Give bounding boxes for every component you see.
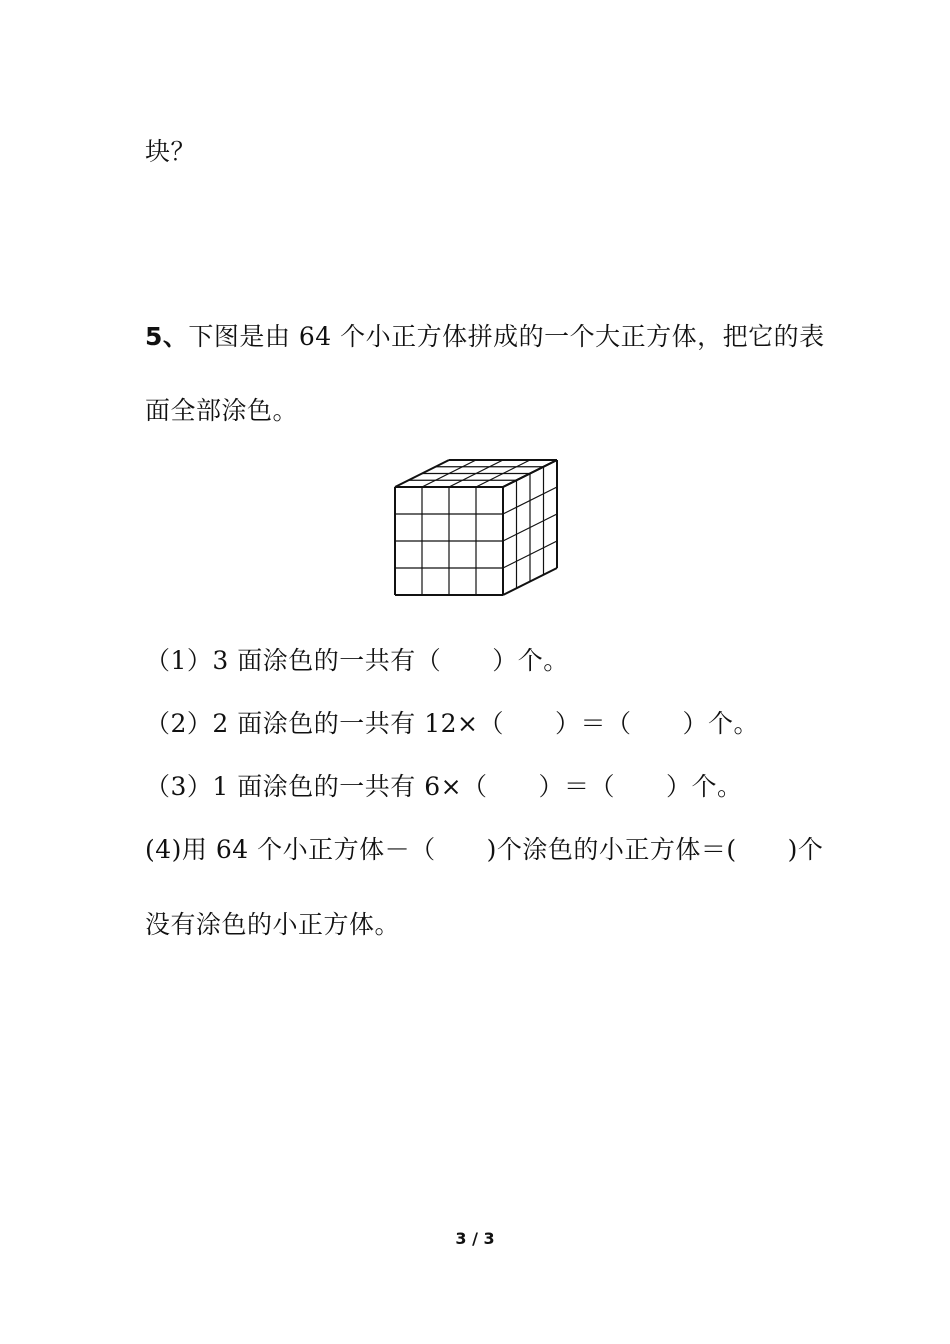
question-5-number: 5、: [145, 322, 189, 351]
subquestion-1: （1）3 面涂色的一共有（ ）个。: [145, 646, 569, 675]
page-number: 3 / 3: [455, 1229, 495, 1248]
subquestion-4-line-2: 没有涂色的小正方体。: [145, 910, 401, 939]
question-5-text-1: 下图是由 64 个小正方体拼成的一个大正方体，把它的表: [188, 322, 825, 351]
previous-question-tail: 块？: [145, 137, 197, 166]
question-5-line-1: [145, 322, 825, 352]
question-5-line-2: 面全部涂色。: [145, 396, 299, 425]
subquestion-2: （2）2 面涂色的一共有 12×（ ）＝（ ）个。: [145, 709, 759, 738]
subquestion-4-line-1: (4)用 64 个小正方体－（ )个涂色的小正方体＝( )个: [145, 835, 824, 864]
cube-figure: [390, 455, 560, 600]
subquestion-3: （3）1 面涂色的一共有 6×（ ）＝（ ）个。: [145, 772, 743, 801]
